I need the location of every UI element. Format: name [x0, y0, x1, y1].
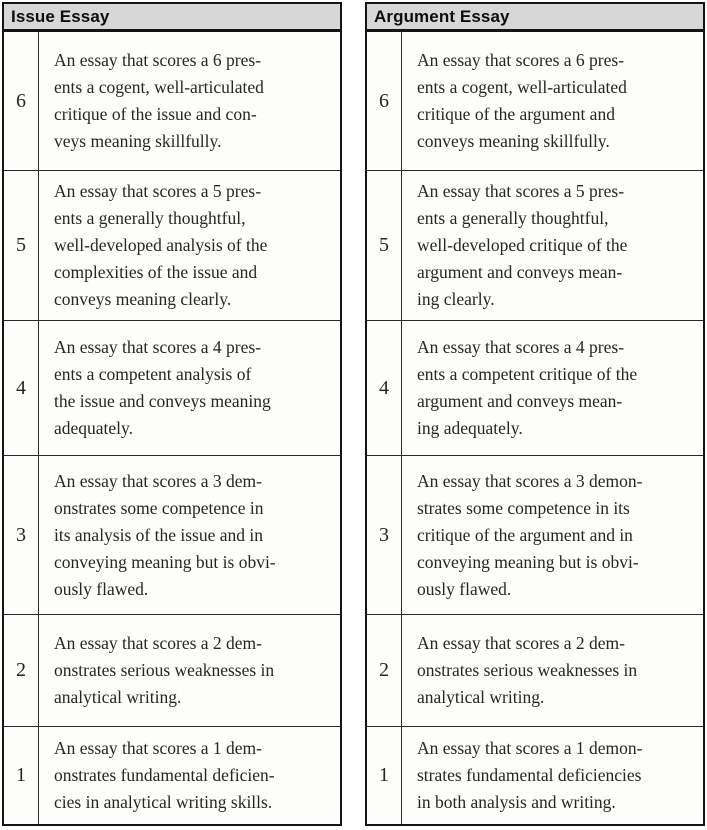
description-text: An essay that scores a 4 pres- ents a competent analysis of the issue and conveys meaning adequately.	[54, 337, 271, 438]
description-cell	[39, 456, 340, 614]
argument-essay-table	[365, 2, 705, 826]
argument-essay-table-body	[365, 30, 705, 826]
description-cell	[39, 615, 340, 726]
table-row	[4, 615, 340, 727]
description-text: An essay that scores a 3 dem- onstrates some competence in its analysis of the issue and in conveying meaning but is obvi- ously flawed.	[54, 470, 276, 599]
issue-essay-table-body	[2, 30, 342, 826]
table-row	[4, 727, 340, 824]
table-row	[4, 456, 340, 615]
score-cell: 5	[367, 171, 402, 320]
issue-essay-table	[2, 2, 342, 826]
description-text: An essay that scores a 2 dem- onstrates serious weaknesses in analytical writing.	[54, 633, 275, 707]
description-cell	[402, 727, 703, 824]
description-cell	[402, 171, 703, 320]
description-cell	[402, 615, 703, 726]
score-cell: 1	[4, 727, 39, 824]
table-row	[367, 321, 703, 456]
description-cell	[402, 456, 703, 614]
score-cell: 2	[4, 615, 39, 726]
description-text: An essay that scores a 2 dem- onstrates serious weaknesses in analytical writing.	[417, 633, 638, 707]
table-title: Issue Essay	[11, 6, 110, 26]
table-row	[367, 456, 703, 615]
score-cell: 3	[4, 456, 39, 614]
table-row	[367, 615, 703, 727]
table-title: Argument Essay	[374, 6, 510, 26]
issue-essay-table-header	[2, 2, 342, 30]
description-text: An essay that scores a 6 pres- ents a cogent, well-articulated critique of the issue and con- veys meaning skillfully.	[54, 50, 264, 151]
description-cell	[402, 32, 703, 170]
score-cell: 6	[367, 32, 402, 170]
score-cell: 1	[367, 727, 402, 824]
description-cell	[39, 32, 340, 170]
description-cell	[39, 321, 340, 455]
description-text: An essay that scores a 5 pres- ents a generally thoughtful, well-developed critique of the argument and conveys mean- ing clearly.	[417, 181, 628, 309]
description-text: An essay that scores a 4 pres- ents a competent critique of the argument and conveys mean- ing adequately.	[417, 337, 638, 438]
score-cell: 2	[367, 615, 402, 726]
table-row	[4, 321, 340, 456]
argument-essay-table-header	[365, 2, 705, 30]
score-cell: 4	[4, 321, 39, 455]
score-cell: 6	[4, 32, 39, 170]
description-text: An essay that scores a 3 demon- strates some competence in its critique of the argument and in conveying meaning but is obvi- ously flawed.	[417, 470, 643, 599]
table-row	[367, 727, 703, 824]
table-row	[4, 171, 340, 321]
description-cell	[39, 171, 340, 320]
description-text: An essay that scores a 6 pres- ents a cogent, well-articulated critique of the argument and conveys meaning skillfully.	[417, 50, 627, 151]
table-row	[4, 32, 340, 171]
description-cell	[402, 321, 703, 455]
score-cell: 4	[367, 321, 402, 455]
description-text: An essay that scores a 1 dem- onstrates fundamental deficien- cies in analytical writing skills.	[54, 738, 275, 812]
table-row	[367, 32, 703, 171]
description-text: An essay that scores a 5 pres- ents a generally thoughtful, well-developed analysis of the complexities of the issue and conveys meaning clearly.	[54, 181, 268, 309]
description-cell	[39, 727, 340, 824]
table-row	[367, 171, 703, 321]
score-cell: 5	[4, 171, 39, 320]
description-text: An essay that scores a 1 demon- strates fundamental deficiencies in both analysis and writing.	[417, 738, 643, 812]
score-cell: 3	[367, 456, 402, 614]
